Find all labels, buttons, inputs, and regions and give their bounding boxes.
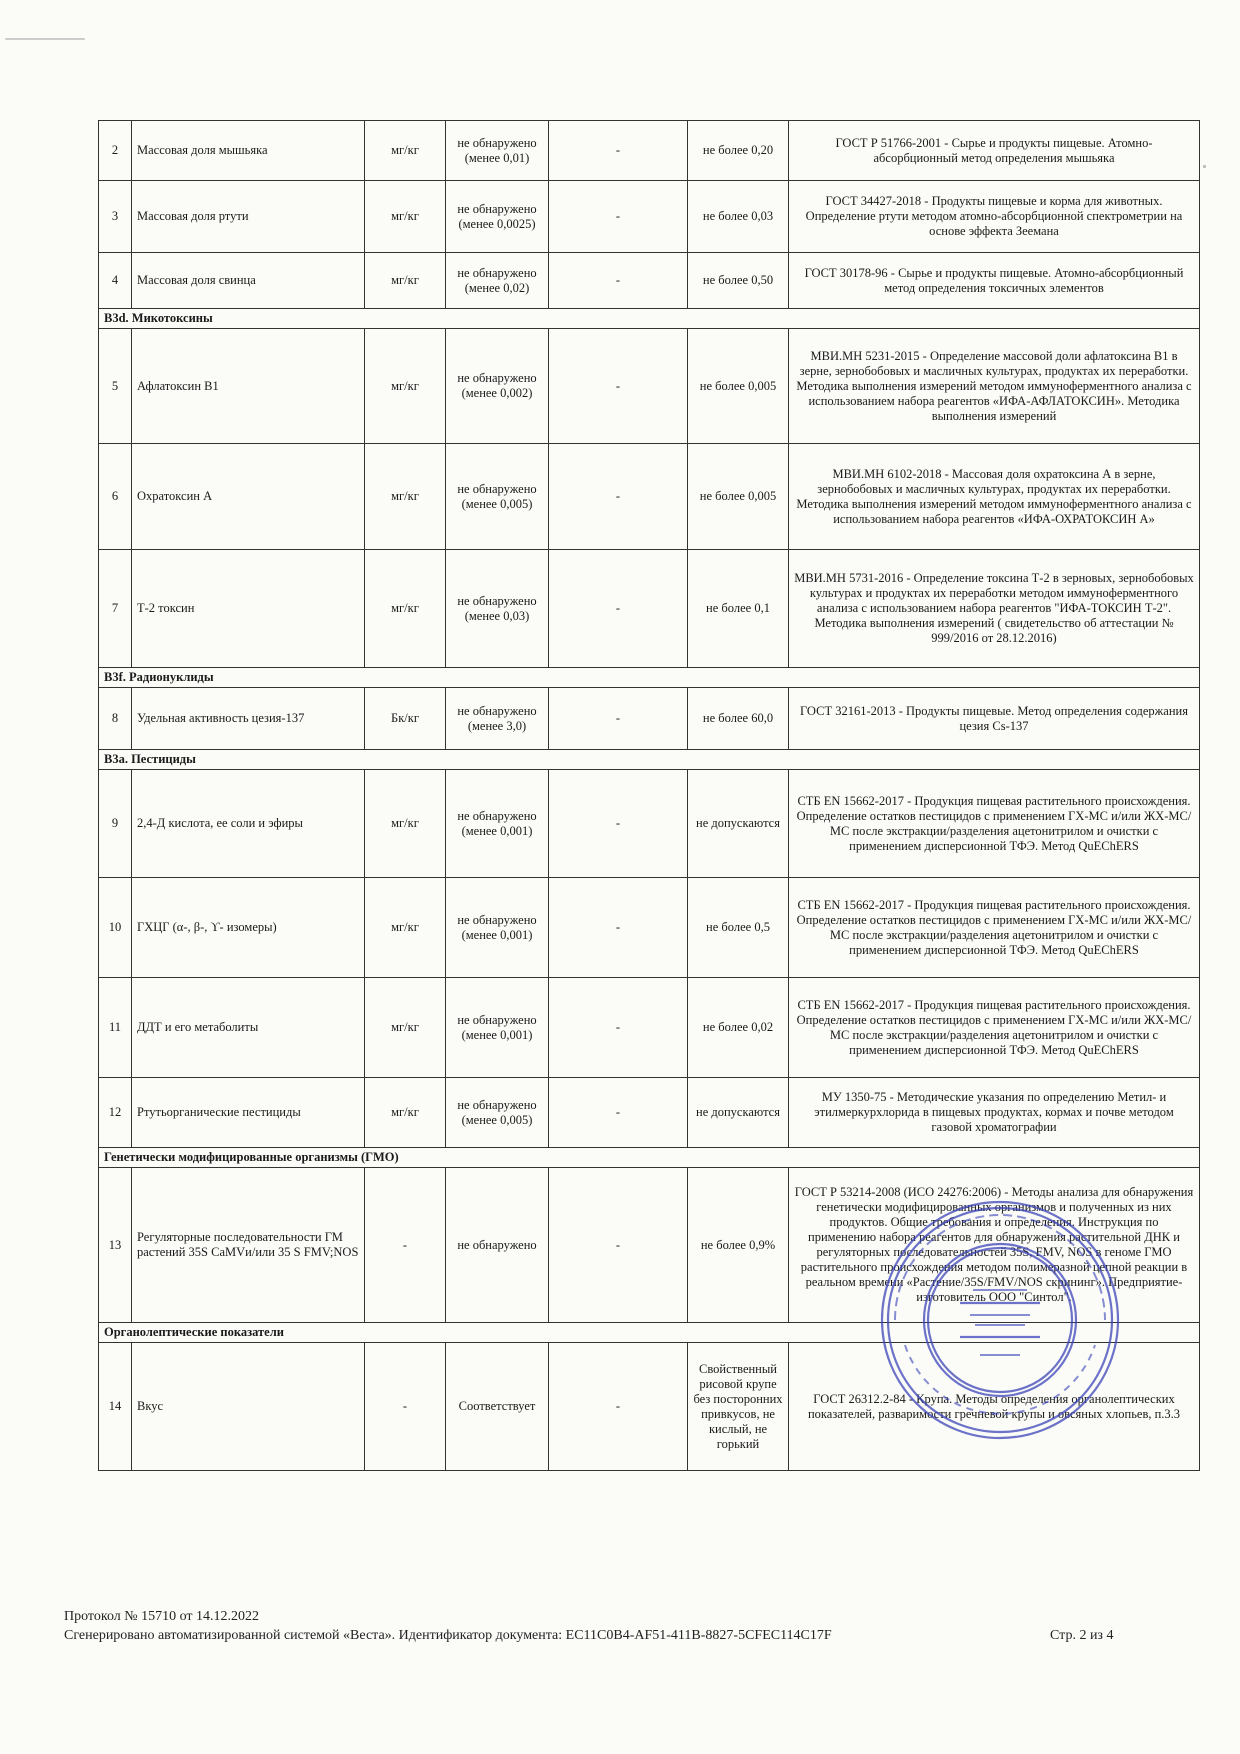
unit-cell: мг/кг <box>365 878 446 978</box>
result-cell: не обнаружено (менее 0,001) <box>446 978 549 1078</box>
row-number-cell: 4 <box>99 253 132 309</box>
unit-cell: Бк/кг <box>365 688 446 750</box>
uncertainty-cell: - <box>549 1168 688 1323</box>
section-title: Органолептические показатели <box>99 1323 1200 1343</box>
unit-cell: мг/кг <box>365 550 446 668</box>
uncertainty-cell: - <box>549 121 688 181</box>
row-number-cell: 13 <box>99 1168 132 1323</box>
uncertainty-cell: - <box>549 978 688 1078</box>
table-row <box>99 770 1200 878</box>
unit-cell: - <box>365 1168 446 1323</box>
results-table-body <box>99 121 1200 1471</box>
norm-cell: не более 0,5 <box>688 878 789 978</box>
unit-cell: мг/кг <box>365 1078 446 1148</box>
table-row <box>99 1078 1200 1148</box>
uncertainty-cell: - <box>549 329 688 444</box>
unit-cell: мг/кг <box>365 181 446 253</box>
section-header-row <box>99 309 1200 329</box>
uncertainty-cell: - <box>549 550 688 668</box>
table-row <box>99 253 1200 309</box>
unit-cell: мг/кг <box>365 978 446 1078</box>
uncertainty-cell: - <box>549 770 688 878</box>
indicator-name-cell: Афлатоксин B1 <box>132 329 365 444</box>
indicator-name-cell: Регуляторные последовательности ГМ растений 35S CaMVи/или 35 S FMV;NOS <box>132 1168 365 1323</box>
table-row <box>99 329 1200 444</box>
table-row <box>99 1343 1200 1471</box>
scan-artifact <box>5 38 85 40</box>
test-method-cell: МВИ.МН 5231-2015 - Определение массовой доли афлатоксина B1 в зерне, зернобобовых и масличных культурах, продуктах их переработки. Методика выполнения измерений методом иммуноферментного анализа с использованием набора реагентов «ИФА-АФЛАТОКСИН». Методика выполнения измерений <box>789 329 1200 444</box>
indicator-name-cell: ДДТ и его метаболиты <box>132 978 365 1078</box>
uncertainty-cell: - <box>549 1078 688 1148</box>
indicator-name-cell: Охратоксин А <box>132 444 365 550</box>
test-method-cell: СТБ EN 15662-2017 - Продукция пищевая растительного происхождения. Определение остатков пестицидов с применением ГХ-МС и/или ЖХ-МС/МС после экстракции/разделения ацетонитрилом и очистки с применением дисперсионной ТФЭ. Метод QuEChERS <box>789 770 1200 878</box>
indicator-name-cell: Массовая доля мышьяка <box>132 121 365 181</box>
norm-cell: Свойственный рисовой крупе без посторонних привкусов, не кислый, не горький <box>688 1343 789 1471</box>
result-cell: не обнаружено (менее 0,01) <box>446 121 549 181</box>
row-number-cell: 2 <box>99 121 132 181</box>
norm-cell: не более 0,9% <box>688 1168 789 1323</box>
test-method-cell: СТБ EN 15662-2017 - Продукция пищевая растительного происхождения. Определение остатков пестицидов с применением ГХ-МС и/или ЖХ-МС/МС после экстракции/разделения ацетонитрилом и очистки с применением дисперсионной ТФЭ. Метод QuEChERS <box>789 878 1200 978</box>
row-number-cell: 6 <box>99 444 132 550</box>
section-title: B3d. Микотоксины <box>99 309 1200 329</box>
norm-cell: не более 60,0 <box>688 688 789 750</box>
uncertainty-cell: - <box>549 1343 688 1471</box>
result-cell: не обнаружено (менее 0,001) <box>446 878 549 978</box>
unit-cell: мг/кг <box>365 253 446 309</box>
test-method-cell: ГОСТ 26312.2-84 - Крупа. Методы определения органолептических показателей, разваримости гречневой крупы и овсяных хлопьев, п.3.3 <box>789 1343 1200 1471</box>
row-number-cell: 14 <box>99 1343 132 1471</box>
result-cell: не обнаружено (менее 0,005) <box>446 444 549 550</box>
table-row <box>99 878 1200 978</box>
section-header-row <box>99 750 1200 770</box>
norm-cell: не более 0,50 <box>688 253 789 309</box>
row-number-cell: 7 <box>99 550 132 668</box>
table-row <box>99 181 1200 253</box>
indicator-name-cell: Т-2 токсин <box>132 550 365 668</box>
test-method-cell: ГОСТ 32161-2013 - Продукты пищевые. Метод определения содержания цезия Cs-137 <box>789 688 1200 750</box>
uncertainty-cell: - <box>549 688 688 750</box>
uncertainty-cell: - <box>549 181 688 253</box>
table-row <box>99 1168 1200 1323</box>
footer-generated: Сгенерировано автоматизированной системой «Веста». Идентификатор документа: EC11C0B4-AF51-411B-8827-5CFEC114C17F <box>64 1628 832 1643</box>
footer-page-number: Стр. 2 из 4 <box>1050 1628 1114 1643</box>
section-title: B3f. Радионуклиды <box>99 668 1200 688</box>
unit-cell: мг/кг <box>365 770 446 878</box>
norm-cell: не более 0,02 <box>688 978 789 1078</box>
row-number-cell: 8 <box>99 688 132 750</box>
result-cell: не обнаружено (менее 0,005) <box>446 1078 549 1148</box>
result-cell: не обнаружено (менее 0,002) <box>446 329 549 444</box>
table-row <box>99 121 1200 181</box>
row-number-cell: 5 <box>99 329 132 444</box>
indicator-name-cell: Удельная активность цезия-137 <box>132 688 365 750</box>
indicator-name-cell: 2,4-Д кислота, ее соли и эфиры <box>132 770 365 878</box>
result-cell: не обнаружено <box>446 1168 549 1323</box>
table-row <box>99 688 1200 750</box>
results-table <box>98 120 1200 1471</box>
uncertainty-cell: - <box>549 444 688 550</box>
indicator-name-cell: Ртутьорганические пестициды <box>132 1078 365 1148</box>
unit-cell: мг/кг <box>365 329 446 444</box>
uncertainty-cell: - <box>549 878 688 978</box>
footer-protocol: Протокол № 15710 от 14.12.2022 <box>64 1609 260 1624</box>
result-cell: не обнаружено (менее 3,0) <box>446 688 549 750</box>
norm-cell: не более 0,03 <box>688 181 789 253</box>
test-method-cell: ГОСТ 34427-2018 - Продукты пищевые и корма для животных. Определение ртути методом атомно-абсорбционной спектрометрии на основе эффекта Зеемана <box>789 181 1200 253</box>
result-cell: не обнаружено (менее 0,02) <box>446 253 549 309</box>
norm-cell: не допускаются <box>688 770 789 878</box>
norm-cell: не более 0,005 <box>688 444 789 550</box>
norm-cell: не более 0,1 <box>688 550 789 668</box>
section-header-row <box>99 668 1200 688</box>
uncertainty-cell: - <box>549 253 688 309</box>
row-number-cell: 11 <box>99 978 132 1078</box>
row-number-cell: 12 <box>99 1078 132 1148</box>
result-cell: не обнаружено (менее 0,03) <box>446 550 549 668</box>
test-method-cell: ГОСТ Р 51766-2001 - Сырье и продукты пищевые. Атомно-абсорбционный метод определения мышьяка <box>789 121 1200 181</box>
test-method-cell: МВИ.МН 6102-2018 - Массовая доля охратоксина А в зерне, зернобобовых и масличных культурах, продуктах их переработки. Методика выполнения измерений методом иммуноферментного анализа с использованием набора реагентов «ИФА-ОХРАТОКСИН А» <box>789 444 1200 550</box>
section-title: Генетически модифицированные организмы (ГМО) <box>99 1148 1200 1168</box>
norm-cell: не допускаются <box>688 1078 789 1148</box>
indicator-name-cell: Вкус <box>132 1343 365 1471</box>
result-cell: Соответствует <box>446 1343 549 1471</box>
result-cell: не обнаружено (менее 0,001) <box>446 770 549 878</box>
row-number-cell: 9 <box>99 770 132 878</box>
section-header-row <box>99 1148 1200 1168</box>
section-header-row <box>99 1323 1200 1343</box>
table-row <box>99 978 1200 1078</box>
norm-cell: не более 0,005 <box>688 329 789 444</box>
unit-cell: - <box>365 1343 446 1471</box>
unit-cell: мг/кг <box>365 444 446 550</box>
norm-cell: не более 0,20 <box>688 121 789 181</box>
test-method-cell: МВИ.МН 5731-2016 - Определение токсина Т-2 в зерновых, зернобобовых культурах и продуктах их переработки методом иммуноферментного анализа с использованием набора реагентов "ИФА-ТОКСИН Т-2". Методика выполнения измерений ( свидетельство об аттестации № 999/2016 от 28.12.2016) <box>789 550 1200 668</box>
unit-cell: мг/кг <box>365 121 446 181</box>
row-number-cell: 3 <box>99 181 132 253</box>
result-cell: не обнаружено (менее 0,0025) <box>446 181 549 253</box>
section-title: B3a. Пестициды <box>99 750 1200 770</box>
table-row <box>99 550 1200 668</box>
row-number-cell: 10 <box>99 878 132 978</box>
table-row <box>99 444 1200 550</box>
test-method-cell: МУ 1350-75 - Методические указания по определению Метил- и этилмеркурхлорида в пищевых продуктах, кормах и почве методом газовой хроматографии <box>789 1078 1200 1148</box>
test-method-cell: СТБ EN 15662-2017 - Продукция пищевая растительного происхождения. Определение остатков пестицидов с применением ГХ-МС и/или ЖХ-МС/МС после экстракции/разделения ацетонитрилом и очистки с применением дисперсионной ТФЭ. Метод QuEChERS <box>789 978 1200 1078</box>
test-method-cell: ГОСТ Р 53214-2008 (ИСО 24276:2006) - Методы анализа для обнаружения генетически модифицированных организмов и полученных из них продуктов. Общие требования и определения. Инструкция по применению набора реагентов для обнаружения растительной ДНК и регуляторных последовательностей 35S, FMV, NOS в геноме ГМО растительного происхождения методом полимеразной цепной реакции в реальном времени «Растение/35S/FMV/NOS скрининг». Предприятие-изготовитель ООО "Синтол". <box>789 1168 1200 1323</box>
indicator-name-cell: ГХЦГ (α-, β-, ϒ- изомеры) <box>132 878 365 978</box>
scan-artifact <box>1203 165 1206 168</box>
indicator-name-cell: Массовая доля свинца <box>132 253 365 309</box>
test-method-cell: ГОСТ 30178-96 - Сырье и продукты пищевые. Атомно-абсорбционный метод определения токсичных элементов <box>789 253 1200 309</box>
indicator-name-cell: Массовая доля ртути <box>132 181 365 253</box>
